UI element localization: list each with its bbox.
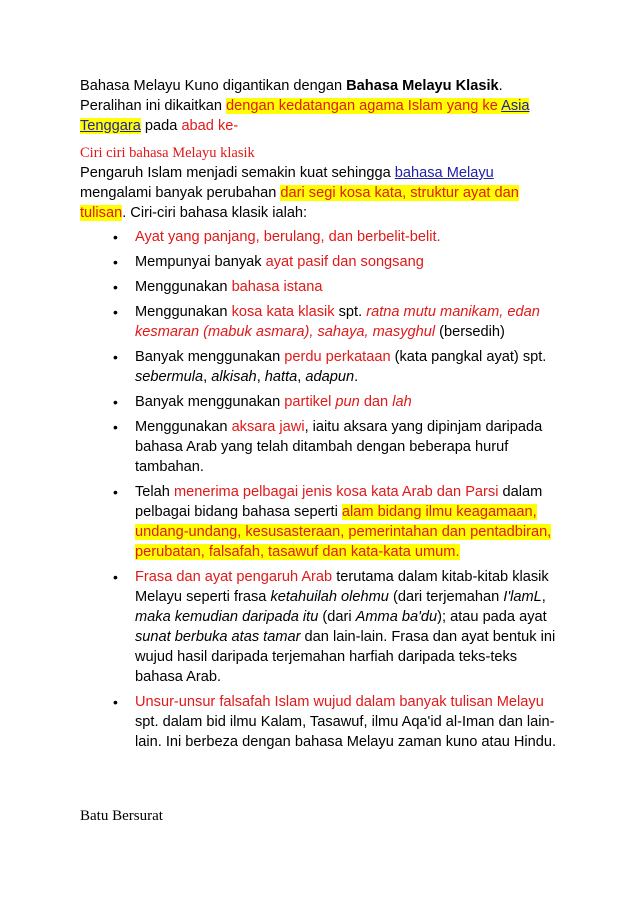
para2-text-2: mengalami banyak perubahan (80, 185, 281, 201)
list-item-text: , (256, 369, 265, 385)
para2-highlight: dari segi kosa kata, struktur ayat dan tulisan (80, 185, 519, 221)
list-item-text: (dari terjemahan (388, 589, 504, 605)
bullet-icon: • (113, 349, 118, 365)
bullet-icon: • (113, 569, 118, 585)
list-item (80, 482, 560, 562)
list-item-italic: maka kemudian daripada itu (135, 609, 319, 625)
list-item-highlight-red: alam bidang ilmu keagamaan, (341, 504, 537, 520)
list-item-text: , (203, 369, 212, 385)
list-item-red-italic: lah (392, 394, 412, 410)
list-item-italic: sebermula (135, 369, 204, 385)
list-item-text: , (541, 589, 546, 605)
list-item-italic: ketahuilah olehmu (270, 589, 389, 605)
bullet-icon: • (113, 419, 118, 435)
list-item-text: spt. (334, 304, 367, 320)
list-item-text: (dari (318, 609, 356, 625)
list-item-text: , iaitu aksara yang dipinjam daripada bahasa Arab yang telah ditambah dengan beberapa huruf tambahan. (135, 419, 543, 475)
list-item-text: terutama dalam kitab-kitab klasik Melayu seperti frasa (135, 569, 549, 605)
list-item-text: dalam pelbagai bidang bahasa seperti (135, 484, 543, 520)
list-item-text: Menggunakan (135, 304, 232, 320)
list-item-red-text: perdu perkataan (284, 349, 391, 365)
list-item-text: ); atau pada ayat (437, 609, 547, 625)
list-item-italic: hatta (264, 369, 298, 385)
list-item (80, 392, 560, 412)
characteristics-list (80, 227, 560, 757)
intro-paragraph-2 (80, 163, 558, 223)
list-item-text: Ayat yang panjang, berulang, dan berbelit-belit. (135, 229, 441, 245)
list-item-italic: I'lamL (503, 589, 542, 605)
list-item-text: Menggunakan (135, 419, 232, 435)
list-item-red-text: bahasa istana (231, 279, 323, 295)
list-item-text: , (297, 369, 306, 385)
list-item-red-text: Frasa dan ayat pengaruh Arab (135, 569, 333, 585)
list-item-italic: sunat berbuka atas tamar (135, 629, 301, 645)
list-item-text: spt. dalam bid ilmu Kalam, Tasawuf, ilmu Aqa'id al-Iman dan lain-lain. Ini berbeza dengan bahasa Melayu zaman kuno atau Hindu. (135, 714, 557, 750)
intro-bold-term: Bahasa Melayu Klasik (346, 78, 499, 94)
list-item-red-text: partikel (284, 394, 336, 410)
list-item-italic: alkisah (211, 369, 257, 385)
bullet-icon: • (113, 254, 118, 270)
bullet-icon: • (113, 229, 118, 245)
list-item (80, 417, 560, 477)
para2-text-3: . Ciri-ciri bahasa klasik ialah: (122, 205, 308, 221)
list-item-highlight: undang-undang, kesusasteraan, pemerintahan dan pentadbiran, perubatan, falsafah, tasawuf dan kata-kata umum. (135, 524, 552, 560)
asia-tenggara-link[interactable]: Asia Tenggara (80, 98, 530, 134)
footer-section-title: Batu Bersurat (80, 808, 163, 824)
bullet-icon: • (113, 304, 118, 320)
bullet-icon: • (113, 279, 118, 295)
list-item-red-text: Unsur-unsur falsafah Islam wujud dalam banyak tulisan Melayu (135, 694, 544, 710)
para2-text-1: Pengaruh Islam menjadi semakin kuat sehingga (80, 165, 395, 181)
list-item (80, 227, 560, 247)
list-item-red-text: menerima pelbagai jenis kosa kata Arab dan Parsi (173, 484, 499, 500)
list-item-italic: adapun (305, 369, 355, 385)
intro-text-2: . Peralihan ini dikaitkan (80, 78, 503, 114)
list-item-text: Banyak menggunakan (135, 394, 285, 410)
intro-red-text: abad ke- (181, 118, 239, 134)
list-item-italic: Amma ba'du (355, 609, 438, 625)
list-item (80, 302, 560, 342)
list-item-text: (bersedih) (435, 324, 505, 340)
intro-highlight: dengan kedatangan agama Islam yang ke (226, 98, 502, 114)
list-item (80, 567, 560, 687)
bullet-icon: • (113, 484, 118, 500)
list-item-red-text: kosa kata klasik (231, 304, 335, 320)
list-item (80, 277, 560, 297)
section-heading: Ciri ciri bahasa Melayu klasik (80, 145, 255, 161)
list-item-red-text: dan (359, 394, 393, 410)
list-item (80, 252, 560, 272)
list-item-text: (kata pangkal ayat) spt. (390, 349, 547, 365)
list-item-red-text: aksara jawi (231, 419, 305, 435)
list-item (80, 347, 560, 387)
bullet-icon: • (113, 694, 118, 710)
list-item-text: Banyak menggunakan (135, 349, 285, 365)
list-item-red-italic: ratna mutu manikam, edan kesmaran (mabuk asmara), sahaya, masyghul (135, 304, 540, 340)
list-item-text: dan lain-lain. Frasa dan ayat bentuk ini wujud hasil daripada terjemahan harfiah daripada teks-teks bahasa Arab. (135, 629, 556, 685)
bahasa-melayu-link[interactable]: bahasa Melayu (394, 165, 494, 181)
list-item-red-italic: pun (335, 394, 360, 410)
intro-text-1: Bahasa Melayu Kuno digantikan dengan (80, 78, 347, 94)
list-item-text: Menggunakan (135, 279, 232, 295)
list-item-text: . (354, 369, 359, 385)
list-item-text: Mempunyai banyak (135, 254, 266, 270)
intro-paragraph (80, 76, 558, 136)
intro-text-3: pada (140, 118, 182, 134)
list-item-text: Telah (135, 484, 174, 500)
bullet-icon: • (113, 394, 118, 410)
list-item-red-text: ayat pasif dan songsang (265, 254, 424, 270)
list-item (80, 692, 560, 752)
